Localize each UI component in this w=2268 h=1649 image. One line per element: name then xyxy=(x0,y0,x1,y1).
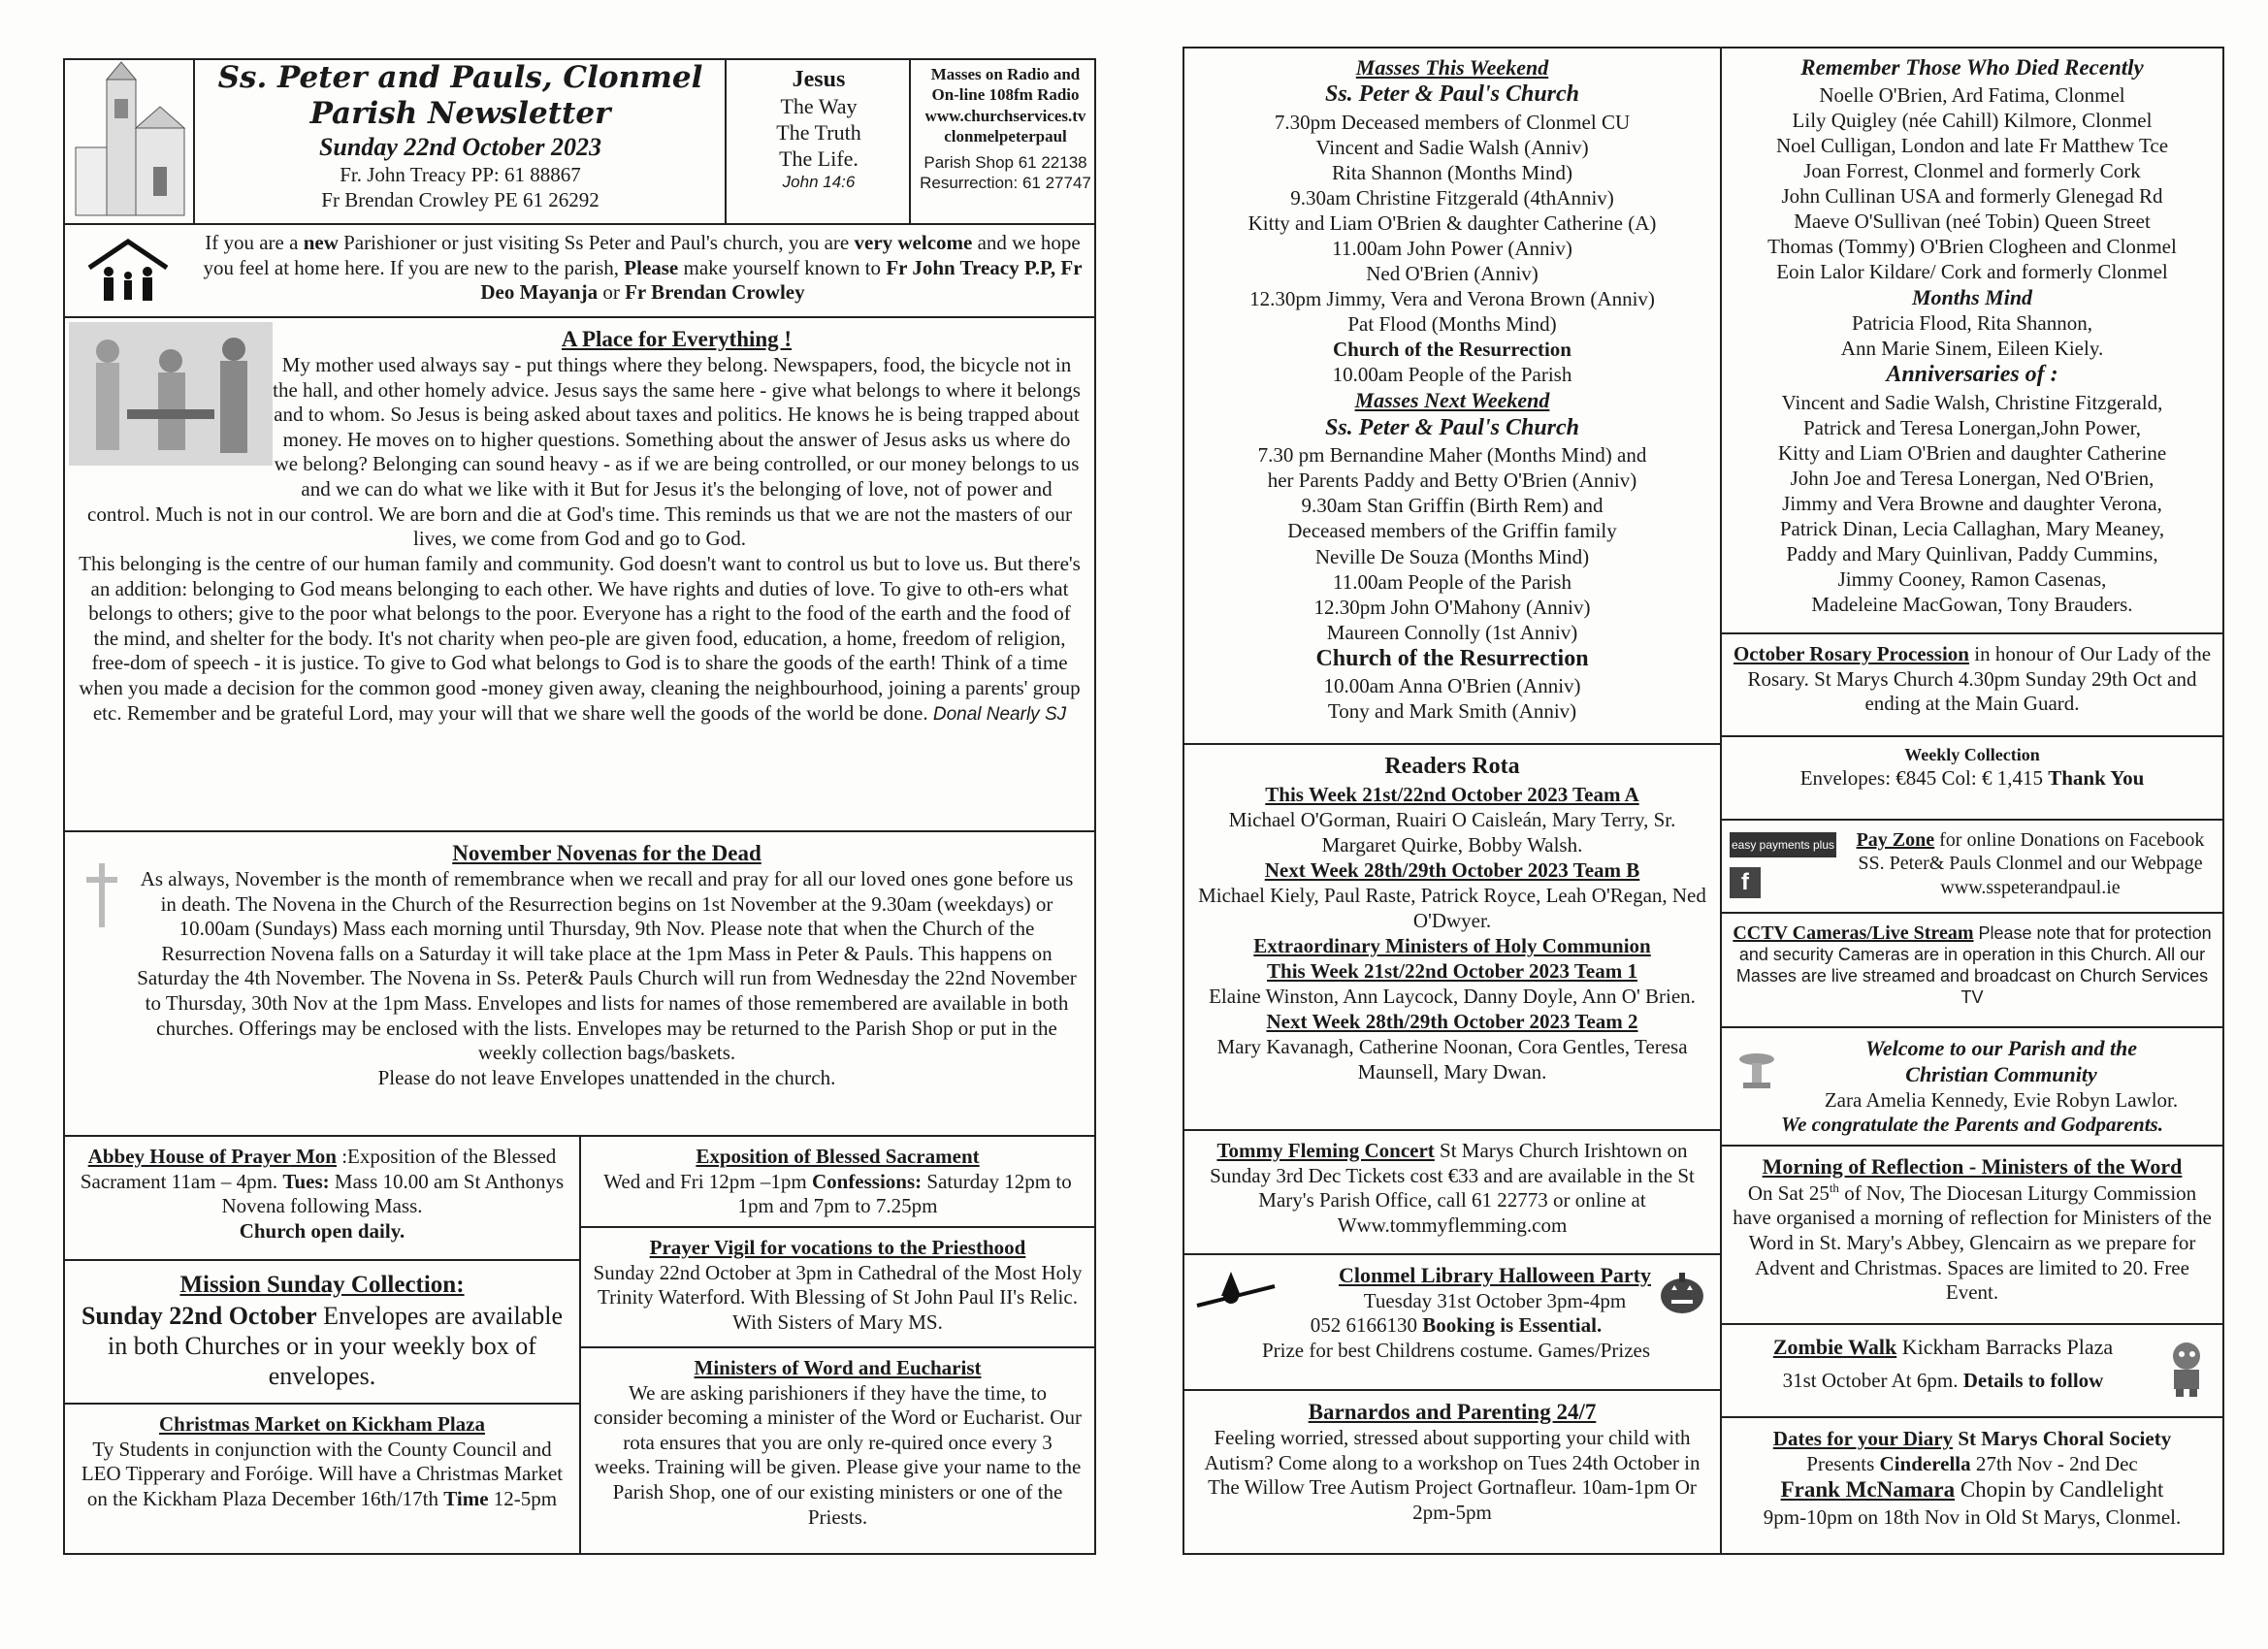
masses-church-3: Ss. Peter & Paul's Church xyxy=(1324,414,1580,440)
remember-line: Maeve O'Sullivan (neé Tobin) Queen Street xyxy=(1794,209,2151,233)
welcome-t1: If you are a xyxy=(205,231,304,254)
rosary-heading: October Rosary Procession xyxy=(1733,642,1969,665)
anniv-line: Patrick and Teresa Lonergan,John Power, xyxy=(1803,415,2141,439)
concert-box xyxy=(1183,1129,1722,1255)
cctv-text xyxy=(1732,922,2213,1009)
baptism-heading-2: Christian Community xyxy=(1905,1061,2097,1086)
place-body2-text: This belonging is the centre of our human family and community. God doesn't want to control us but to love us. But there's an addition: belonging to God means belonging to each other. We have rights and duties of love. To give to oth-ers what belongs to others; give to the poor what belongs to the poor. Everyone has a right to the food of the earth and the food of the mind, and shelter for the body. It's not charity when peo-ple are given food, education, a home, freedom of religion, free-dom of speech - it is justice. To give to God what belongs to God is to share the goods of the earth! Think of a time when you made a decision for the common good -money given away, cleaning the neighbourhood, joining a parents' group etc. Remember and be grateful Lord, may your will that we share well the goods of the world be done. xyxy=(79,551,1081,725)
rosary-body: in honour of Our Lady of the Rosary. St Marys Church 4.30pm Sunday 29th Oct and ending at the Main Guard. xyxy=(1747,642,2212,716)
halloween-box xyxy=(1183,1253,1722,1391)
halloween-date: Tuesday 31st October 3pm-4pm xyxy=(1363,1288,1627,1312)
em-names-2: Mary Kavanagh, Catherine Noonan, Cora Gentles, Teresa Maunsell, Mary Dwan. xyxy=(1216,1035,1688,1084)
gospel-illustration xyxy=(69,322,273,466)
right-page xyxy=(1134,0,2268,1649)
rosary-text xyxy=(1732,642,2213,717)
mass-line: Ned O'Brien (Anniv) xyxy=(1366,262,1539,286)
zombie-heading: Zombie Walk xyxy=(1772,1335,1897,1359)
remember-line: Eoin Lalor Kildare/ Cork and formerly Clonmel xyxy=(1776,259,2168,283)
readers-rota-box xyxy=(1183,743,1722,1131)
payzone-heading[interactable]: Pay Zone xyxy=(1856,829,1935,851)
xmas-body: Ty Students in conjunction with the County Council and LEO Tipperary and Foróige. Will have a Christmas Market on the Kickham Plaza December 16th/17th xyxy=(81,1437,564,1510)
zombie-line-2 xyxy=(1732,1369,2155,1394)
diary-chopin: Chopin by Candlelight xyxy=(1955,1477,2164,1503)
vigil-body: Sunday 22nd October at 3pm in Cathedral of the Most Holy Trinity Waterford. With Blessing of St John Paul II's Relic. With Sisters of Mary MS. xyxy=(593,1260,1083,1334)
church-illustration xyxy=(65,60,195,225)
ministers-body: We are asking parishioners if they have the time, to consider becoming a minister of the Word or Eucharist. Our rota ensures that you are only re-quired once every 3 weeks. Training will be given. Please give your name to the Parish Shop, one of our existing ministers or one of the Priests. xyxy=(594,1380,1082,1529)
collection-amounts: Envelopes: €845 Col: € 1,415 xyxy=(1799,765,2049,790)
diary-heading: Dates for your Diary xyxy=(1772,1427,1954,1450)
halloween-heading: Clonmel Library Halloween Party xyxy=(1338,1263,1651,1287)
welcome-text xyxy=(201,231,1085,306)
zombie-icon xyxy=(2162,1339,2211,1404)
welcome-box xyxy=(63,223,1096,318)
mass-line: Maureen Connolly (1st Anniv) xyxy=(1326,620,1578,644)
remember-line: Thomas (Tommy) O'Brien Clogheen and Clonmel xyxy=(1767,234,2177,258)
zombie-line-1 xyxy=(1732,1335,2155,1361)
abbey-tues: Tues: xyxy=(282,1169,330,1193)
mission-date: Sunday 22nd October xyxy=(81,1301,317,1330)
exposition-confessions: Confessions: xyxy=(811,1169,923,1193)
baptism-welcome-box xyxy=(1720,1026,2224,1147)
newsletter-date: Sunday 22nd October 2023 xyxy=(318,133,602,162)
anniv-line: Paddy and Mary Quinlivan, Paddy Cummins, xyxy=(1786,542,2158,566)
months-mind-line: Patricia Flood, Rita Shannon, xyxy=(1852,311,2092,336)
mass-line: her Parents Paddy and Betty O'Brien (Anniv) xyxy=(1267,469,1637,493)
em-heading: Extraordinary Ministers of Holy Communion xyxy=(1253,933,1651,957)
mass-line: 9.30am Christine Fitzgerald (4thAnniv) xyxy=(1290,186,1614,210)
halloween-prizes: Prize for best Childrens costume. Games/Prizes xyxy=(1261,1339,1651,1363)
anniv-line: John Joe and Teresa Lonergan, Ned O'Brien, xyxy=(1790,466,2155,490)
masses-box xyxy=(1183,47,1722,745)
facebook-icon[interactable]: f xyxy=(1730,867,1761,898)
vigil-box xyxy=(579,1226,1096,1348)
masses-church-2: Church of the Resurrection xyxy=(1333,338,1571,362)
mass-line: Rita Shannon (Months Mind) xyxy=(1332,161,1572,185)
jesus-box xyxy=(725,60,911,225)
title-line1: Ss. Peter and Pauls, Clonmel xyxy=(217,60,703,95)
mass-line: 7.30pm Deceased members of Clonmel CU xyxy=(1274,111,1631,135)
masses-this-heading: Masses This Weekend xyxy=(1355,55,1549,80)
rosary-box xyxy=(1720,632,2224,737)
reflection-text xyxy=(1732,1180,2213,1306)
barnardos-box xyxy=(1183,1389,1722,1555)
priest-contact-2: Fr Brendan Crowley PE 61 26292 xyxy=(321,187,599,211)
remember-line: Lily Quigley (née Cahill) Kilmore, Clonmel xyxy=(1792,108,2153,132)
cctv-heading: CCTV Cameras/Live Stream xyxy=(1733,922,1974,944)
halloween-booking: Booking is Essential. xyxy=(1422,1313,1603,1338)
place-body: My mother used always say - put things where they belong. Newspapers, food, the bicycle not in the hall, and other homely advice. Jesus says the same here - give what belongs to where it belongs and to whom. So Jesus is being asked about taxes and politics. He knows he is being trapped about money. He moves on to higher questions. Something about the answer of Jesus asks us where do we belong? Belonging can sound heavy - as if we are being controlled, or our money belongs to us and we can do what we like with it But for Jesus it's the belonging of love, not of power and control. Much is not in our control. We are born and die at God's time. This reminds us that we are not the masters of our lives, we come from God and go to God. xyxy=(87,353,1081,551)
zombie-location: Kickham Barracks Plaza xyxy=(1896,1335,2114,1359)
mass-line: 12.30pm Jimmy, Vera and Verona Brown (Anniv) xyxy=(1249,287,1655,311)
jesus-line: The Way xyxy=(780,94,858,119)
readers-week-1: This Week 21st/22nd October 2023 Team A xyxy=(1265,782,1639,806)
ministers-box xyxy=(579,1346,1096,1555)
welcome-new: new xyxy=(303,231,339,254)
xmas-time: 12-5pm xyxy=(488,1486,558,1510)
abbey-text xyxy=(77,1145,567,1219)
place-heading: A Place for Everything ! xyxy=(561,327,793,351)
mass-line: 10.00am People of the Parish xyxy=(1332,363,1572,387)
readers-names-2: Michael Kiely, Paul Raste, Patrick Royce, Leah O'Regan, Ned O'Dwyer. xyxy=(1198,883,1706,932)
mass-line: Tony and Mark Smith (Anniv) xyxy=(1327,699,1577,724)
exposition-t2: Saturday 12pm to 1pm and 7pm to 7.25pm xyxy=(737,1169,1072,1218)
diary-presents: Presents xyxy=(1806,1452,1880,1476)
welcome-t4: make yourself known to xyxy=(678,255,887,279)
jesus-line: The Truth xyxy=(776,120,861,146)
jesus-title: Jesus xyxy=(792,67,846,92)
zombie-box xyxy=(1720,1323,2224,1418)
diary-frank: Frank McNamara xyxy=(1780,1477,1956,1503)
jesus-line: The Life. xyxy=(779,146,859,171)
abbey-t2: Mass 10.00 am St Anthonys Novena following Mass. xyxy=(221,1169,565,1218)
anniv-line: Madeleine MacGowan, Tony Brauders. xyxy=(1811,593,2133,617)
welcome-or: or xyxy=(598,280,626,305)
reflection-box xyxy=(1720,1145,2224,1325)
readers-heading: Readers Rota xyxy=(1384,754,1520,779)
mass-line: 10.00am Anna O'Brien (Anniv) xyxy=(1323,674,1581,698)
xmas-market-box xyxy=(63,1403,581,1555)
novena-body: As always, November is the month of remembrance when we recall and pray for all our loved ones gone before us in death. The Novena in the Church of the Resurrection begins on 1st November at the 9.30am (weekdays) or 10.00am (Sundays) Mass each morning until Thursday, 9th Nov. Please note that when the Church of the Resurrection Novena falls on a Saturday it will take place at the 1pm Mass in Peter & Pauls. This happens on Saturday the 4th November. The Novena in Ss. Peter& Pauls Church will run from Wednesday the 22nd November to Thursday, 30th Nov at the 1pm Mass. Envelopes and lists for names of those remembered are available in both churches. Offerings may be enclosed with the lists. Envelopes may be returned to the Parish Shop or put in the weekly collection bags/baskets. xyxy=(137,867,1077,1065)
exposition-t1: Wed and Fri 12pm –1pm xyxy=(603,1169,812,1193)
welcome-t2: Parishioner or just visiting Ss Peter and Paul's church, you are xyxy=(338,231,855,254)
welcome-name3: Fr Brendan Crowley xyxy=(625,280,805,305)
reflection-heading: Morning of Reflection - Ministers of the Word xyxy=(1762,1154,2183,1179)
diary-line-2 xyxy=(1730,1451,2215,1476)
radio-line: Masses on Radio and xyxy=(930,65,1081,83)
mission-heading: Mission Sunday Collection: xyxy=(179,1272,465,1298)
welcome-t3: and we hope you feel at home here. If you are new to the parish, xyxy=(203,231,1081,279)
mass-line: Vincent and Sadie Walsh (Anniv) xyxy=(1315,136,1589,160)
collection-text xyxy=(1732,766,2213,792)
radio-line: On-line 108fm Radio xyxy=(931,85,1080,105)
collection-heading: Weekly Collection xyxy=(1904,745,2040,764)
mission-box xyxy=(63,1259,581,1405)
mission-text xyxy=(81,1301,564,1392)
novena-heading: November Novenas for the Dead xyxy=(452,841,761,865)
remember-line: Noel Culligan, London and late Fr Matthew Tce xyxy=(1775,133,2169,157)
mission-body: Envelopes are available in both Churches or in your weekly box of envelopes. xyxy=(108,1301,564,1390)
diary-society: St Marys Choral Society xyxy=(1953,1427,2172,1450)
mass-line: 11.00am People of the Parish xyxy=(1333,569,1571,594)
cross-icon xyxy=(82,861,121,936)
em-week-2: Next Week 28th/29th October 2023 Team 2 xyxy=(1266,1010,1638,1034)
title-block xyxy=(196,60,725,225)
reflection-t1: On Sat 25 xyxy=(1747,1180,1830,1205)
welcome-names: Fr John Treacy P.P, Fr Deo Mayanja xyxy=(480,255,1083,305)
collection-thanks: Thank You xyxy=(2048,765,2145,790)
em-names-1: Elaine Winston, Ann Laycock, Danny Doyle, Ann O' Brien. xyxy=(1209,985,1696,1008)
radio-box xyxy=(909,60,1096,225)
months-mind-heading: Months Mind xyxy=(1911,284,2033,309)
anniv-line: Kitty and Liam O'Brien and daughter Catherine xyxy=(1777,440,2167,465)
abbey-t1: :Exposition of the Blessed Sacrament 11am – 4pm. xyxy=(80,1145,557,1193)
ministers-heading: Ministers of Word and Eucharist xyxy=(694,1356,982,1379)
diary-cinderella: Cinderella xyxy=(1879,1452,1971,1476)
exposition-text xyxy=(593,1170,1083,1219)
baptism-congrats: We congratulate the Parents and Godparents. xyxy=(1781,1113,2163,1137)
diary-line-1 xyxy=(1730,1426,2215,1451)
collection-box xyxy=(1720,735,2224,821)
pumpkin-icon xyxy=(1658,1269,1706,1322)
remember-line: Noelle O'Brien, Ard Fatima, Clonmel xyxy=(1819,82,2125,107)
anniv-line: Jimmy Cooney, Ramon Casenas, xyxy=(1837,567,2107,592)
abbey-mon: Mon xyxy=(290,1145,337,1168)
zombie-follow: Details to follow xyxy=(1962,1368,2104,1392)
welcome-very: very welcome xyxy=(854,231,973,254)
payzone-text xyxy=(1848,828,2213,899)
header-box xyxy=(63,58,1096,225)
cctv-box xyxy=(1720,912,2224,1028)
mass-line: 12.30pm John O'Mahony (Anniv) xyxy=(1313,595,1591,619)
abbey-open: Church open daily. xyxy=(239,1218,405,1243)
place-author: Donal Nearly SJ xyxy=(932,703,1067,725)
concert-heading: Tommy Fleming Concert xyxy=(1216,1139,1435,1162)
house-family-icon xyxy=(84,237,172,311)
font-icon xyxy=(1735,1050,1778,1099)
payzone-box xyxy=(1720,819,2224,914)
priest-contact-1: Fr. John Treacy PP: 61 88867 xyxy=(340,163,581,187)
readers-names-1: Michael O'Gorman, Ruairi O Caisleán, Mary Terry, Sr. Margaret Quirke, Bobby Walsh. xyxy=(1228,807,1676,857)
mass-line: 11.00am John Power (Anniv) xyxy=(1332,237,1572,261)
resurrection-phone: Resurrection: 61 27747 xyxy=(920,174,1091,193)
radio-channel: clonmelpeterpaul xyxy=(944,126,1067,146)
exposition-heading: Exposition of Blessed Sacrament xyxy=(696,1145,980,1168)
remember-line: Joan Forrest, Clonmel and formerly Cork xyxy=(1803,158,2141,182)
mass-line: Pat Flood (Months Mind) xyxy=(1347,312,1557,337)
novena-box xyxy=(63,830,1096,1137)
mass-line: Kitty and Liam O'Brien & daughter Catherine (A) xyxy=(1247,211,1657,236)
cctv-body: Please note that for protection and security Cameras are in operation in this Church. All our Masses are live streamed and broadcast on Church Services TV xyxy=(1735,923,2212,1008)
masses-next-heading: Masses Next Weekend xyxy=(1354,388,1550,413)
readers-week-2: Next Week 28th/29th October 2023 Team B xyxy=(1264,857,1640,882)
masses-church-1: Ss. Peter & Paul's Church xyxy=(1324,81,1580,108)
halloween-phone xyxy=(1204,1313,1708,1339)
anniv-line: Vincent and Sadie Walsh, Christine Fitzgerald, xyxy=(1781,390,2163,414)
barnardos-heading: Barnardos and Parenting 24/7 xyxy=(1308,1400,1597,1424)
remember-line: John Cullinan USA and formerly Glenegad Rd xyxy=(1781,183,2163,208)
radio-url: www.churchservices.tv xyxy=(924,106,1086,125)
diary-box xyxy=(1720,1416,2224,1555)
jesus-ref: John 14:6 xyxy=(782,172,856,191)
barnardos-body: Feeling worried, stressed about supporting your child with Autism? Come along to a workshop on Tues 24th October in The Willow Tree Autism Project Gortnafleur. 10am-1pm Or 2pm-5pm xyxy=(1204,1426,1701,1524)
zombie-date: 31st October At 6pm. xyxy=(1782,1368,1963,1392)
halloween-phone-number: 052 6166130 xyxy=(1310,1313,1423,1338)
months-mind-line: Ann Marie Sinem, Eileen Kiely. xyxy=(1840,337,2104,361)
vigil-heading: Prayer Vigil for vocations to the Priesthood xyxy=(649,1236,1026,1259)
baptism-names: Zara Amelia Kennedy, Evie Robyn Lawlor. xyxy=(1824,1087,2179,1112)
welcome-please: Please xyxy=(624,255,679,279)
diary-line-4: 9pm-10pm on 18th Nov in Old St Marys, Clonmel. xyxy=(1763,1504,2182,1529)
diary-line-3 xyxy=(1730,1476,2215,1504)
payzone-body: for online Donations on Facebook SS. Peter& Pauls Clonmel and our Webpage www.sspeterandpaul.ie xyxy=(1858,829,2205,898)
abbey-heading: Abbey House of Prayer xyxy=(87,1145,291,1168)
concert-text xyxy=(1196,1139,1708,1238)
masses-church-4: Church of the Resurrection xyxy=(1315,645,1589,671)
mass-line: 9.30am Stan Griffin (Birth Rem) and xyxy=(1301,494,1604,518)
abbey-box xyxy=(63,1135,581,1261)
xmas-heading: Christmas Market on Kickham Plaza xyxy=(159,1412,485,1436)
mass-line: 7.30 pm Bernandine Maher (Months Mind) and xyxy=(1257,443,1647,468)
anniv-line: Patrick Dinan, Lecia Callaghan, Mary Meaney, xyxy=(1779,517,2165,540)
baptism-heading-1: Welcome to our Parish and the xyxy=(1864,1036,2138,1060)
parish-shop-phone: Parish Shop 61 22138 xyxy=(923,153,1087,172)
anniv-line: Jimmy and Vera Browne and daughter Verona, xyxy=(1782,491,2162,515)
xmas-text xyxy=(79,1438,566,1512)
exposition-box xyxy=(579,1135,1096,1228)
diary-cinderella-dates: 27th Nov - 2nd Dec xyxy=(1970,1452,2138,1476)
xmas-time-label: Time xyxy=(443,1486,489,1510)
witch-icon xyxy=(1192,1267,1280,1322)
reflection-t2: of Nov, The Diocesan Liturgy Commission have organised a morning of reflection for Ministers of the Word in St. Mary's Abbey, Glencairn as we prepare for Advent and Christmas. Spaces are limited to 20. Free Event. xyxy=(1733,1180,2212,1305)
title-line2: Parish Newsletter xyxy=(309,96,611,132)
concert-body: St Marys Church Irishtown on Sunday 3rd Dec Tickets cost €33 and are available in the St Mary's Parish Office, call 61 22773 or online at Www.tommyflemming.com xyxy=(1210,1139,1695,1237)
reflection-sup: th xyxy=(1829,1180,1839,1195)
remember-box xyxy=(1720,47,2224,634)
place-body-2 xyxy=(79,552,1081,726)
mass-line: Neville De Souza (Months Mind) xyxy=(1314,544,1590,568)
em-week-1: This Week 21st/22nd October 2023 Team 1 xyxy=(1267,958,1637,983)
novena-last: Please do not leave Envelopes unattended in the church. xyxy=(377,1065,836,1089)
anniversaries-heading: Anniversaries of : xyxy=(1886,362,2058,388)
easy-payments-badge[interactable]: easy payments plus xyxy=(1730,832,1836,857)
remember-heading: Remember Those Who Died Recently xyxy=(1800,55,2144,80)
place-for-everything-box xyxy=(63,316,1096,832)
mass-line: Deceased members of the Griffin family xyxy=(1287,519,1617,543)
